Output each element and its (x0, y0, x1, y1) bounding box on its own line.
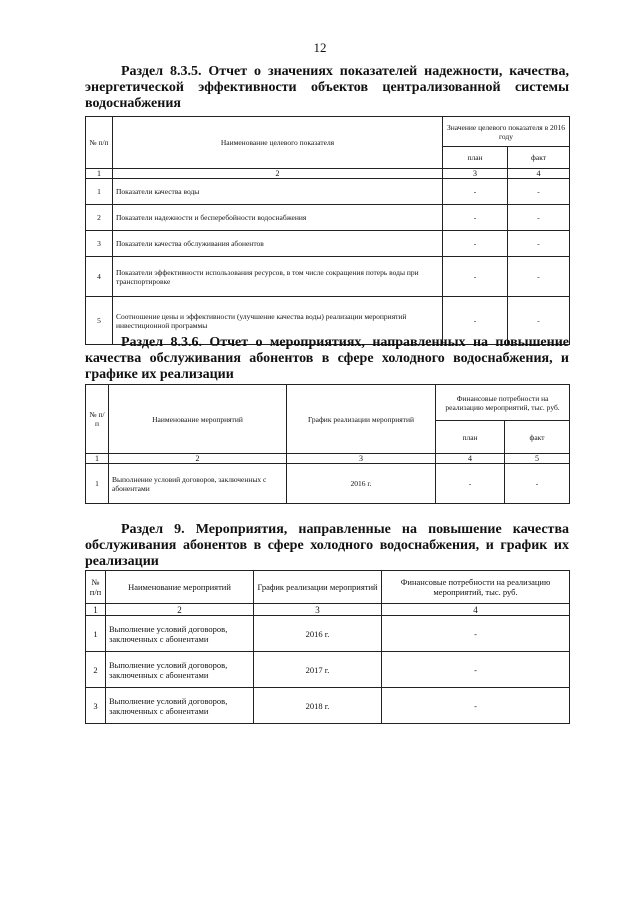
plan-value: - (443, 257, 508, 297)
col-number: 2 (106, 604, 254, 616)
schedule-value: 2018 г. (254, 688, 382, 724)
col-number: 1 (86, 604, 106, 616)
header-fact: факт (505, 421, 570, 454)
indicator-name: Показатели эффективности использования ресурсов, в том числе сокращения потерь воды при транспортировке (113, 257, 443, 297)
measures-report-table (85, 384, 570, 504)
col-number: 1 (86, 454, 109, 464)
section-title-8-3-5: Раздел 8.3.5. Отчет о значениях показателей надежности, качества, энергетической эффективности объектов централизованной системы водоснабжения (85, 64, 569, 111)
finance-value: - (382, 652, 570, 688)
header-finance: Финансовые потребности на реализацию мероприятий, тыс. руб. (382, 571, 570, 604)
col-number: 4 (382, 604, 570, 616)
header-measure-name: Наименование мероприятий (109, 385, 287, 454)
fact-value: - (508, 297, 570, 345)
row-number: 2 (86, 652, 106, 688)
row-number: 3 (86, 231, 113, 257)
page-number: 12 (313, 40, 327, 55)
row-number: 5 (86, 297, 113, 345)
table-row (86, 205, 570, 231)
schedule-value: 2017 г. (254, 652, 382, 688)
finance-value: - (382, 688, 570, 724)
table-row (86, 652, 570, 688)
header-plan: план (436, 421, 505, 454)
row-number: 4 (86, 257, 113, 297)
measure-name: Выполнение условий договоров, заключенных с абонентами (106, 652, 254, 688)
table-row (86, 179, 570, 205)
header-plan: план (443, 147, 508, 169)
table-row (86, 257, 570, 297)
row-number: 1 (86, 616, 106, 652)
row-number: 1 (86, 464, 109, 504)
col-number: 2 (109, 454, 287, 464)
col-number: 3 (287, 454, 436, 464)
row-number: 3 (86, 688, 106, 724)
section-title-9: Раздел 9. Мероприятия, направленные на повышение качества обслуживания абонентов в сфере холодного водоснабжения, и график их реализации (85, 522, 569, 569)
column-numbers-row (86, 604, 570, 616)
header-finance: Финансовые потребности на реализацию мероприятий, тыс. руб. (436, 385, 570, 421)
col-number: 2 (113, 169, 443, 179)
indicator-name: Показатели качества воды (113, 179, 443, 205)
section-title-8-3-6: Раздел 8.3.6. Отчет о мероприятиях, направленных на повышение качества обслуживания абонентов в сфере холодного водоснабжения, и графике их реализации (85, 335, 569, 382)
fact-value: - (508, 257, 570, 297)
fact-value: - (508, 231, 570, 257)
measures-schedule-table (85, 570, 570, 724)
plan-value: - (436, 464, 505, 504)
fact-value: - (505, 464, 570, 504)
header-num: № п/п (86, 385, 109, 454)
indicator-name: Соотношение цены и эффективности (улучшение качества воды) реализации мероприятий инвестиционной программы (113, 297, 443, 345)
table-row (86, 688, 570, 724)
schedule-value: 2016 г. (287, 464, 436, 504)
row-number: 1 (86, 179, 113, 205)
measure-name: Выполнение условий договоров, заключенных с абонентами (106, 688, 254, 724)
plan-value: - (443, 231, 508, 257)
col-number: 3 (443, 169, 508, 179)
header-target-value: Значение целевого показателя в 2016 году (443, 117, 570, 147)
header-num: № п/п (86, 571, 106, 604)
indicator-name: Показатели качества обслуживания абонентов (113, 231, 443, 257)
table-row (86, 464, 570, 504)
header-num: № п/п (86, 117, 113, 169)
indicators-table (85, 116, 570, 345)
fact-value: - (508, 205, 570, 231)
col-number: 1 (86, 169, 113, 179)
plan-value: - (443, 297, 508, 345)
column-numbers-row (86, 454, 570, 464)
col-number: 4 (436, 454, 505, 464)
header-indicator-name: Наименование целевого показателя (113, 117, 443, 169)
measure-name: Выполнение условий договоров, заключенных с абонентами (106, 616, 254, 652)
column-numbers-row (86, 169, 570, 179)
col-number: 4 (508, 169, 570, 179)
col-number: 5 (505, 454, 570, 464)
table-row (86, 616, 570, 652)
fact-value: - (508, 179, 570, 205)
plan-value: - (443, 179, 508, 205)
row-number: 2 (86, 205, 113, 231)
header-schedule: График реализации мероприятий (254, 571, 382, 604)
schedule-value: 2016 г. (254, 616, 382, 652)
finance-value: - (382, 616, 570, 652)
measure-name: Выполнение условий договоров, заключенных с абонентами (109, 464, 287, 504)
table-row (86, 231, 570, 257)
header-fact: факт (508, 147, 570, 169)
col-number: 3 (254, 604, 382, 616)
header-schedule: График реализации мероприятий (287, 385, 436, 454)
plan-value: - (443, 205, 508, 231)
header-measure-name: Наименование мероприятий (106, 571, 254, 604)
indicator-name: Показатели надежности и бесперебойности водоснабжения (113, 205, 443, 231)
